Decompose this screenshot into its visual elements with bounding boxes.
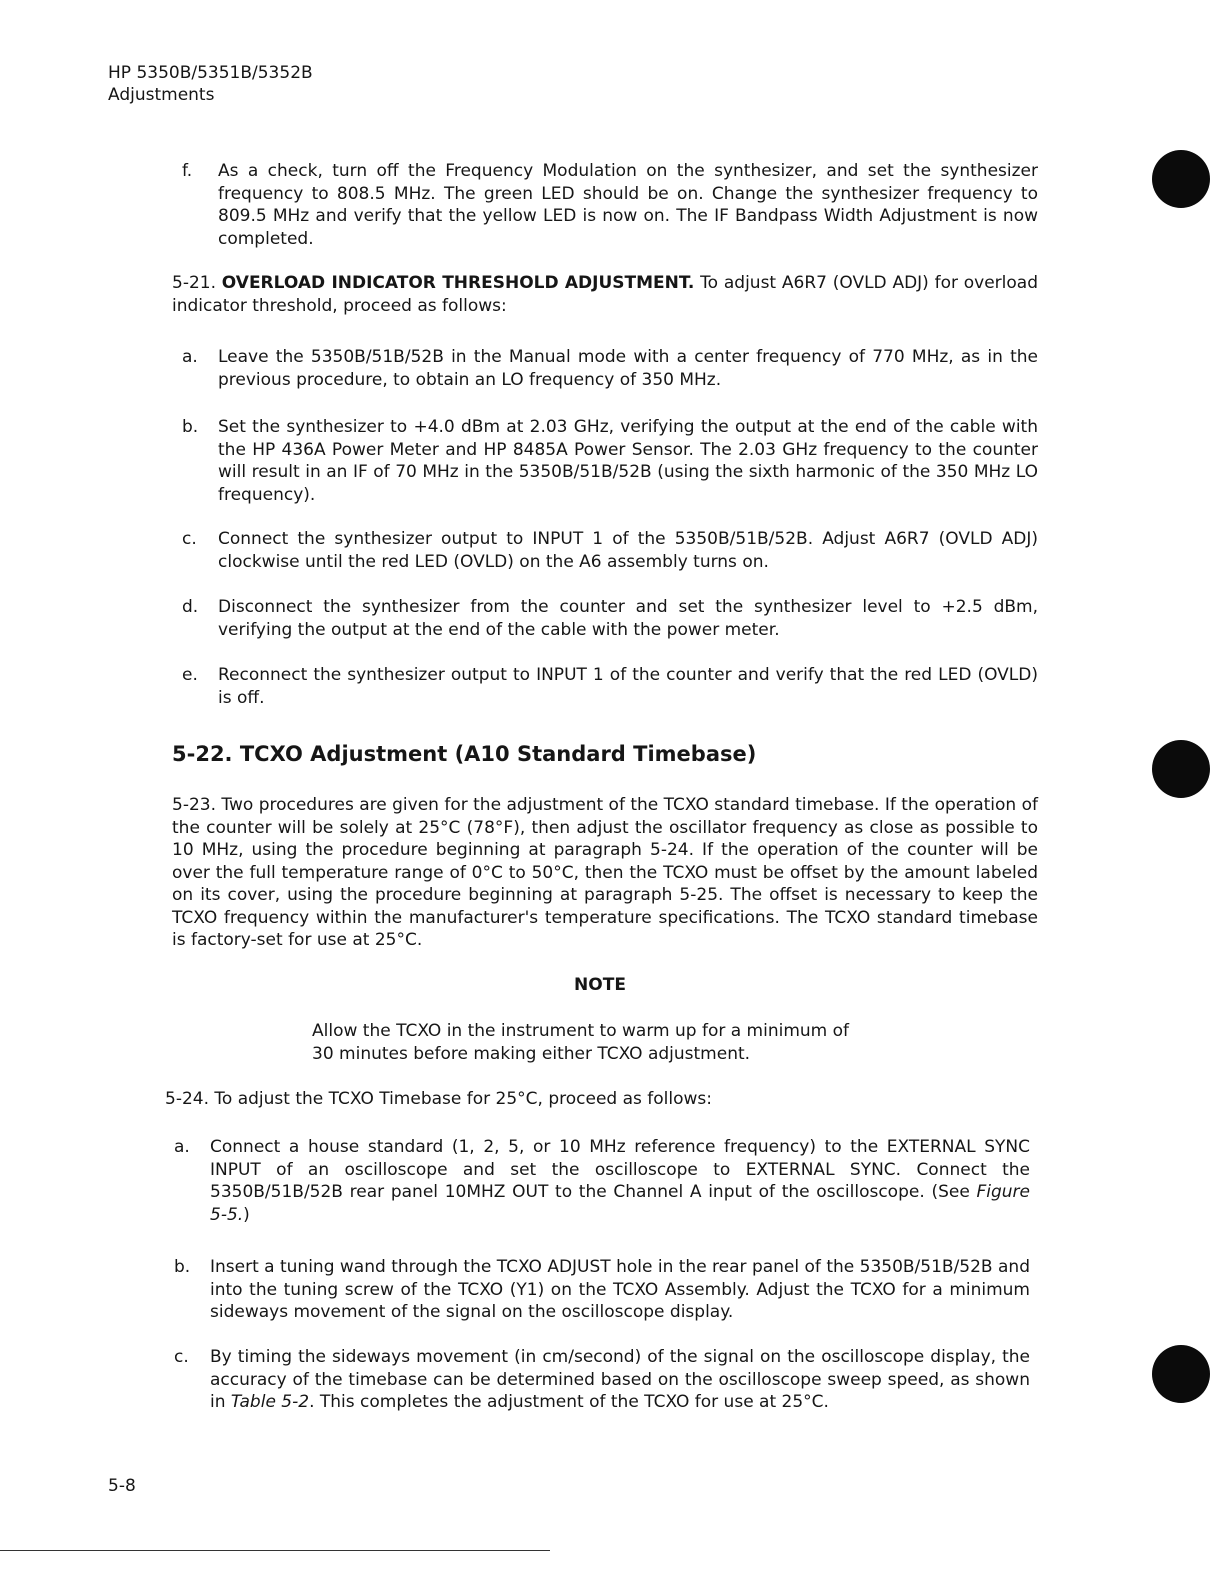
- step-text: Connect the synthesizer output to INPUT 1 of the 5350B/51B/52B. Adjust A6R7 (OVLD ADJ) clockwise until the red LED (OVLD) on the A6 assembly turns on.: [218, 529, 1038, 572]
- step-text: Disconnect the synthesizer from the counter and set the synthesizer level to +2.5 dBm, verifying the output at the end of the cable with the power meter.: [218, 597, 1038, 640]
- step-label: c.: [174, 1347, 189, 1367]
- step-label: b.: [182, 417, 199, 437]
- step-a-tcxo: [164, 1136, 1030, 1226]
- step-c: [172, 528, 1038, 573]
- step-text: As a check, turn off the Frequency Modulation on the synthesizer, and set the synthesizer frequency to 808.5 MHz. The green LED should be on. Change the synthesizer frequency to 809.5 MHz and verify that the yellow LED is now on. The IF Bandpass Width Adjustment is now completed.: [218, 161, 1038, 249]
- binder-hole-3: [1152, 1345, 1210, 1403]
- step-label: a.: [174, 1137, 190, 1157]
- figure-reference: Figure 5-5.: [210, 1182, 1030, 1225]
- step-d: [172, 596, 1038, 641]
- note-line-1: Allow the TCXO in the instrument to warm up for a minimum of: [312, 1021, 850, 1041]
- paragraph-5-21: [172, 272, 1038, 317]
- header-section: Adjustments: [108, 85, 215, 105]
- header-model: HP 5350B/5351B/5352B: [108, 63, 313, 83]
- paragraph-5-24: 5-24. To adjust the TCXO Timebase for 25°C, proceed as follows:: [165, 1089, 713, 1109]
- step-b: [172, 416, 1038, 506]
- step-e: [172, 664, 1038, 709]
- step-c-tcxo: [164, 1346, 1030, 1414]
- paragraph-5-23: 5-23. Two procedures are given for the adjustment of the TCXO standard timebase. If the operation of the counter will be solely at 25°C (78°F), then adjust the oscillator frequency as close as possible to 10 MHz, using the procedure beginning at paragraph 5-24. If the operation of the counter will be over the full temperature range of 0°C to 50°C, then the TCXO must be offset by the amount labeled on its cover, using the procedure beginning at paragraph 5-25. The offset is necessary to keep the TCXO frequency within the manufacturer's temperature specifications. The TCXO standard timebase is factory-set for use at 25°C.: [172, 795, 1038, 950]
- note-body: [312, 1020, 912, 1065]
- step-text: Set the synthesizer to +4.0 dBm at 2.03 GHz, verifying the output at the end of the cable with the HP 436A Power Meter and HP 8485A Power Sensor. The 2.03 GHz frequency to the counter will result in an IF of 70 MHz in the 5350B/51B/52B (using the sixth harmonic of the 350 MHz LO frequency).: [218, 417, 1038, 505]
- step-label: d.: [182, 597, 199, 617]
- paragraph-text: To adjust A6R7 (OVLD ADJ) for overload indicator threshold, proceed as follows:: [172, 273, 1039, 316]
- step-label: f.: [182, 161, 193, 181]
- note-heading: NOTE: [574, 975, 626, 995]
- step-label: c.: [182, 529, 197, 549]
- running-header: [108, 62, 313, 106]
- step-text: Leave the 5350B/51B/52B in the Manual mode with a center frequency of 770 MHz, as in the previous procedure, to obtain an LO frequency of 350 MHz.: [218, 347, 1038, 390]
- table-reference: Table 5-2: [230, 1392, 310, 1412]
- section-heading-5-22: 5-22. TCXO Adjustment (A10 Standard Timebase): [172, 742, 757, 766]
- step-f: [172, 160, 1038, 250]
- binder-hole-1: [1152, 150, 1210, 208]
- step-label: e.: [182, 665, 198, 685]
- note-line-2: 30 minutes before making either TCXO adjustment.: [312, 1043, 751, 1064]
- step-text: By timing the sideways movement (in cm/second) of the signal on the oscilloscope display, the accuracy of the timebase can be determined based on the oscilloscope sweep speed, as shown in Table 5-2. This completes the adjustment of the TCXO for use at 25°C.: [210, 1347, 1030, 1412]
- step-b-tcxo: [164, 1256, 1030, 1324]
- binder-hole-2: [1152, 740, 1210, 798]
- step-label: a.: [182, 347, 198, 367]
- step-label: b.: [174, 1257, 191, 1277]
- step-text: Reconnect the synthesizer output to INPUT 1 of the counter and verify that the red LED (OVLD) is off.: [218, 665, 1038, 708]
- bottom-rule: [0, 1550, 550, 1551]
- step-a: [172, 346, 1038, 391]
- paragraph-number: 5-21.: [172, 273, 216, 293]
- page-number: 5-8: [108, 1476, 136, 1496]
- step-text: Insert a tuning wand through the TCXO ADJUST hole in the rear panel of the 5350B/51B/52B and into the tuning screw of the TCXO (Y1) on the TCXO Assembly. Adjust the TCXO for a minimum sideways movement of the signal on the oscilloscope display.: [210, 1257, 1030, 1322]
- step-text: Connect a house standard (1, 2, 5, or 10 MHz reference frequency) to the EXTERNAL SYNC INPUT of an oscilloscope and set the oscilloscope to EXTERNAL SYNC. Connect the 5350B/51B/52B rear panel 10MHZ OUT to the Channel A input of the oscilloscope. (See Figure 5-5.): [210, 1137, 1030, 1225]
- paragraph-title: OVERLOAD INDICATOR THRESHOLD ADJUSTMENT.: [221, 273, 695, 293]
